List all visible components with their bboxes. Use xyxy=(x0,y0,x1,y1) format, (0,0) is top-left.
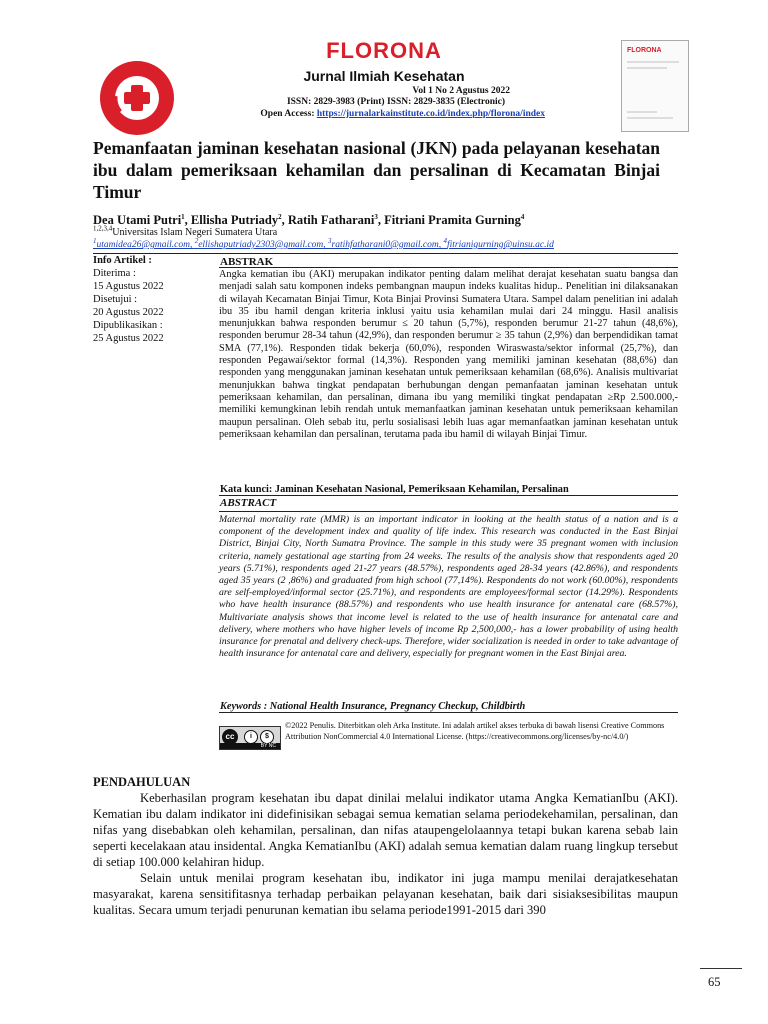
journal-title: Jurnal Ilmiah Kesehatan xyxy=(303,68,465,84)
author-list: Dea Utami Putri$^1$, Ellisha Putriady$^2$, Ratih Fatharani$^3$, Fitriani Pramita Gurning$^4$ xyxy=(93,212,525,227)
divider xyxy=(219,267,678,268)
divider xyxy=(219,511,678,512)
author-sup: 4 xyxy=(520,212,525,221)
accepted-label: Disetujui : xyxy=(93,294,138,305)
abstract-en-heading: ABSTRACT xyxy=(220,497,277,509)
author-sup: 3 xyxy=(374,212,378,221)
cover-brand: FLORONA xyxy=(627,47,662,54)
abstract-id-text: Angka kematian ibu (AKI) merupakan indikator penting dalam melihat derajat kesehatan suatu bangsa dan menjadi salah satu komponen indeks pembangnan maupun indeks kualitas hidup.. Penelitian ini dilaksanakan di wilayah Kecamatan Binjai Timur, Kota Binjai Provinsi Sumatera Utara. Sampel dalam penelitian ini adalah ibu 35 ibu hamil dengan kriteria inklusi yaitu usia kehamilan mulai dari 24 minggu. Hasil analisis menunjukkan bahwa responden berumur ≤ 20 tahun (5,7%), responden berumur 21-27 tahun (48,6%), responden berumur 28-34 tahun (42,9%), dan responden berumur ≥ 35 tahun (2,9%) dan berpendidikan tamat SMA (77,1%). Responden tidak bekerja (60,0%), responden Wiraswasta/sektor informal (25,7%), dan responden Pegawai/sektor formal (14,3%). Responden yang memiliki jaminan kesehatan (88,6%) dan responden yang menggunakan jaminan kesehatan untuk pemeriksaan kehamilan (68,6%). Analisis multivariat menunjukkan bahwa tingkat pendapatan berhubungan dengan pemanfaatan jaminan kesehatan untuk pemeriksaan kehamilan, dan persalinan, dimana ibu yang memiliki tingkat pendapatan ≥Rp 2.500.000,- memiliki kemungkinan lebih rendah untuk memanfaatkan jaminan kesehatan untuk pemeriksaan kehamilan maupun persalinan. Oleh sebab itu, perlu sosialisasi lebih luas agar memanfaatkan jaminan kesehatan untuk pemeriksaan kehamilan dan persalinan, terutama pada ibu hamil di wilayah Binjai Timur. xyxy=(219,269,678,440)
cc-badge-label: BY NC xyxy=(220,743,280,749)
accepted-date: 20 Agustus 2022 xyxy=(93,307,164,318)
published-label: Dipublikasikan : xyxy=(93,320,163,331)
email-link[interactable]: ratihfatharani0@gmail.com xyxy=(331,240,439,250)
brand-name: FLORONA xyxy=(326,38,442,63)
body-text xyxy=(93,790,678,918)
journal-cover-thumbnail xyxy=(621,40,689,132)
keywords-en: Keywords : National Health Insurance, Pregnancy Checkup, Childbirth xyxy=(220,701,526,712)
section-heading: PENDAHULUAN xyxy=(93,775,191,789)
affiliation xyxy=(93,224,278,238)
author-name: Dea Utami Putri xyxy=(93,213,182,227)
cc-license-badge[interactable] xyxy=(219,726,281,750)
page-number: 65 xyxy=(708,975,721,989)
received-label: Diterima : xyxy=(93,268,136,279)
received-date: 15 Agustus 2022 xyxy=(93,281,164,292)
paragraph: Keberhasilan program kesehatan ibu dapat dinilai melalui indikator utama Angka KematianIbu (AKI). Kematian ibu dalam indikator ini didefinisikan sebagai semua kematian selama periodekehamilan, persalinan, dan nifas yang disebabkan oleh kehamilan, persalinan, dan nifas ataupengelolaannya tetapi bukan karena sebab lain seperti kecelakaan atau insidental. Angka KematianIbu (AKI) adalah semua kematian dalam ruang lingkup tersebut di setiap 100.000 kelahiran hidup. xyxy=(93,791,678,869)
by-icon: i xyxy=(244,730,258,744)
nc-icon: $ xyxy=(260,730,274,744)
open-access-line xyxy=(195,109,545,119)
keywords-id: Kata kunci: Jaminan Kesehatan Nasional, Pemeriksaan Kehamilan, Persalinan xyxy=(220,484,569,495)
email-link[interactable]: fitrianigurning@uinsu.ac.id xyxy=(446,240,554,250)
divider xyxy=(219,495,678,496)
affiliation-sup: 1,2,3,4 xyxy=(93,224,113,233)
info-heading: Info Artikel : xyxy=(93,255,152,266)
author-name: Ratih Fatharani xyxy=(287,213,375,227)
volume-info: Vol 1 No 2 Agustus 2022 xyxy=(412,86,510,96)
author-name: Fitriani Pramita Gurning xyxy=(384,213,521,227)
issn-info: ISSN: 2829-3983 (Print) ISSN: 2829-3835 (Electronic) xyxy=(286,97,505,107)
cc-icon: cc xyxy=(222,729,238,745)
paragraph: Selain untuk menilai program kesehatan ibu, indikator ini juga mampu menilai derajatkesehatan masyarakat, karena sensitifitasnya terhadap perbaikan pelayanan kesehatan, baik dari sisiaksesibilitas maupun kualitas. Secara umum terjadi penurunan kematian ibu selama periode1991-2015 dari 390 xyxy=(93,871,678,917)
license-text: ©2022 Penulis. Diterbitkan oleh Arka Institute. Ini adalah artikel akses terbuka di bawah lisensi Creative Commons Attribution NonCommercial 4.0 International License. (https://creativecommons.org/licenses/by-nc/4.0/) xyxy=(285,721,665,741)
open-access-label: Open Access: xyxy=(260,109,315,119)
published-date: 25 Agustus 2022 xyxy=(93,333,164,344)
email-link[interactable]: ellishaputriady2303@gmail.com xyxy=(198,240,324,250)
abstract-id-heading: ABSTRAK xyxy=(220,256,274,268)
author-sup: 2 xyxy=(278,212,282,221)
article-title: Pemanfaatan jaminan kesehatan nasional (JKN) pada pelayanan kesehatan ibu dalam pemeriksaan kehamilan dan persalinan di Kecamatan Binjai Timur xyxy=(93,138,660,202)
open-access-url[interactable]: https://jurnalarkainstitute.co.id/index.php/florona/index xyxy=(316,109,545,119)
author-emails: $^1$utamidea26@gmail.com, $^2$ellishaputriady2303@gmail.com, $^3$ratihfatharani0@gmail.com, $^4$fitrianigurning@uinsu.ac.id xyxy=(93,236,554,250)
author-name: Ellisha Putriady xyxy=(190,213,279,227)
divider xyxy=(219,712,678,713)
email-link[interactable]: utamidea26@gmail.com xyxy=(96,240,190,250)
article-info xyxy=(93,254,213,345)
affiliation-text: Universitas Islam Negeri Sumatera Utara xyxy=(112,227,278,238)
footer-rule xyxy=(700,968,742,969)
abstract-en-text: Maternal mortality rate (MMR) is an important indicator in looking at the health status of a nation and is a component of the development index and quality of life index. This research was conducted in the East Binjai District, Binjai City, North Sumatra Province. The sample in this study were 35 pregnant women with inclusion criteria, namely gestational age starting from 24 weeks. The results of the analysis show that respondents aged 20 years (5.71%), respondents aged 21-27 years (48.57%), respondents aged 28-34 years (42.86%), and respondents aged 35 years (2 ,86%) and graduated from high school (77,14%). Respondents do not work (60.00%), respondents are self-employed/informal sector (25.71%), and respondents are employees/formal sector (14.29%). Respondents who have health insurance (88.57%) and respondents who use health insurance for antenatal care (68.57%), Multivariate analysis shows that income level is related to the use of health insurance for antenatal care and delivery, where mothers who have higher levels of income Rp 2,500,000,- has a lower probability of using health insurance for prenatal and delivery check-ups. Therefore, wider socialization is needed in order to take advantage of health insurance for antenatal care and delivery, especially for pregnant women in the East Binjai area. xyxy=(219,514,678,660)
author-sup: 1 xyxy=(181,212,185,221)
